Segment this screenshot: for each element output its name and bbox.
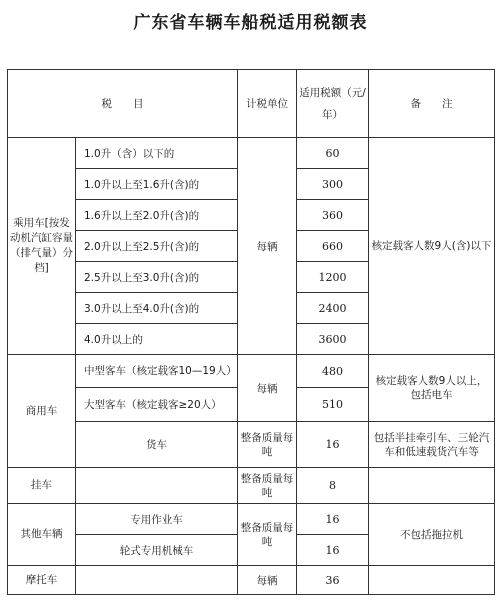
table-row	[8, 355, 495, 388]
row-amount: 360	[297, 200, 369, 231]
category-passenger: 乘用车[按发动机汽缸容量（排气量）分档]	[8, 138, 76, 355]
trailer-unit: 整备质量每吨	[238, 468, 297, 504]
table-row	[8, 468, 495, 504]
passenger-unit: 每辆	[238, 138, 297, 355]
row-amount: 16	[297, 422, 369, 468]
motorcycle-note	[369, 566, 495, 595]
row-desc: 1.0升以上至1.6升(含)的	[76, 169, 238, 200]
row-desc: 2.5升以上至3.0升(含)的	[76, 262, 238, 293]
header-unit: 计税单位	[238, 70, 297, 138]
commercial-bus-unit: 每辆	[238, 355, 297, 422]
row-amount: 8	[297, 468, 369, 504]
row-desc: 专用作业车	[76, 504, 238, 535]
page-title: 广东省车辆车船税适用税额表	[133, 13, 368, 33]
row-amount: 480	[297, 355, 369, 388]
table-row	[8, 504, 495, 535]
passenger-note: 核定载客人数9人(含)以下	[369, 138, 495, 355]
header-row	[8, 70, 495, 138]
row-desc: 2.0升以上至2.5升(含)的	[76, 231, 238, 262]
table-row	[8, 422, 495, 468]
category-commercial: 商用车	[8, 355, 76, 468]
row-desc: 中型客车（核定载客10—19人）	[76, 355, 238, 388]
commercial-bus-note: 核定载客人数9人以上，包括电车	[369, 355, 495, 422]
row-amount: 660	[297, 231, 369, 262]
category-other: 其他车辆	[8, 504, 76, 566]
truck-unit: 整备质量每吨	[238, 422, 297, 468]
row-desc-empty	[76, 566, 238, 595]
row-amount: 510	[297, 388, 369, 422]
row-desc-empty	[76, 468, 238, 504]
header-note: 备 注	[369, 70, 495, 138]
header-item: 税 目	[8, 70, 238, 138]
tax-table	[7, 69, 495, 595]
trailer-note	[369, 468, 495, 504]
row-amount: 300	[297, 169, 369, 200]
other-unit: 整备质量每吨	[238, 504, 297, 566]
row-desc: 1.0升（含）以下的	[76, 138, 238, 169]
row-desc: 1.6升以上至2.0升(含)的	[76, 200, 238, 231]
category-trailer: 挂车	[8, 468, 76, 504]
row-amount: 60	[297, 138, 369, 169]
row-amount: 3600	[297, 324, 369, 355]
row-desc: 3.0升以上至4.0升(含)的	[76, 293, 238, 324]
row-amount: 16	[297, 504, 369, 535]
row-amount: 2400	[297, 293, 369, 324]
truck-note: 包括半挂牵引车、三轮汽车和低速载货汽车等	[369, 422, 495, 468]
row-amount: 36	[297, 566, 369, 595]
row-desc: 轮式专用机械车	[76, 535, 238, 566]
table-row	[8, 138, 495, 169]
other-note: 不包括拖拉机	[369, 504, 495, 566]
table-row	[8, 566, 495, 595]
row-desc: 大型客车（核定载客≥20人）	[76, 388, 238, 422]
row-amount: 1200	[297, 262, 369, 293]
row-amount: 16	[297, 535, 369, 566]
row-desc: 货车	[76, 422, 238, 468]
row-desc: 4.0升以上的	[76, 324, 238, 355]
motorcycle-unit: 每辆	[238, 566, 297, 595]
category-motorcycle: 摩托车	[8, 566, 76, 595]
header-amount: 适用税额（元/年）	[297, 70, 369, 138]
